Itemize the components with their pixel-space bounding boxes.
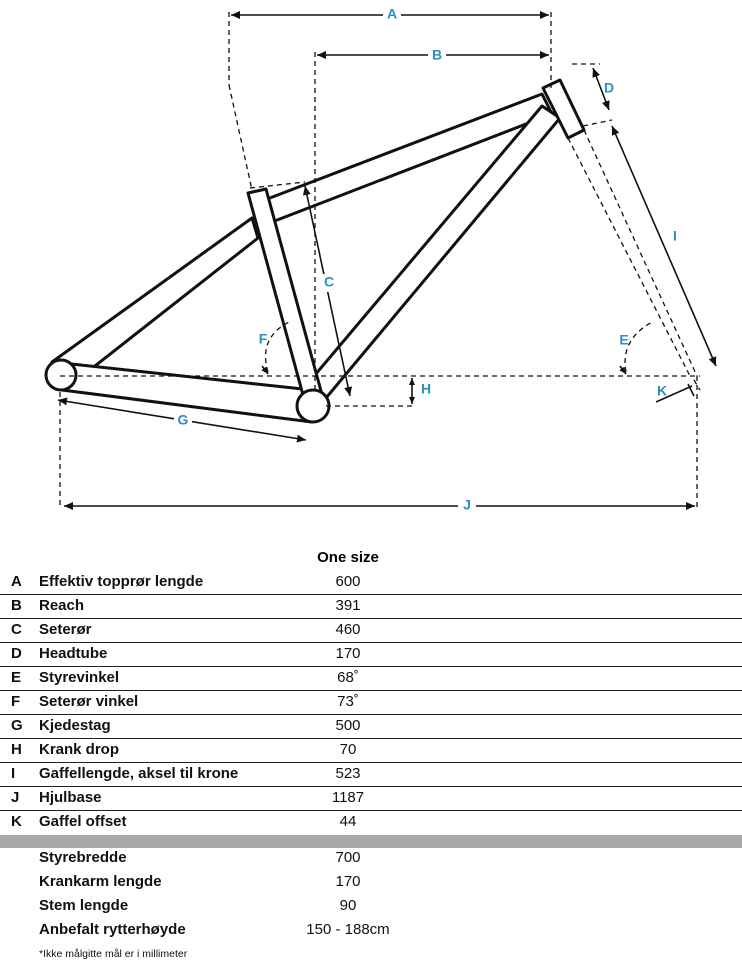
row-value: 1187: [331, 789, 365, 806]
row-value: 70: [339, 741, 357, 758]
label-c: C: [323, 273, 335, 290]
table-row: [0, 918, 742, 942]
row-value: 700: [335, 849, 361, 866]
label-a: A: [386, 5, 398, 22]
row-value: 600: [335, 573, 361, 590]
dim-i: [612, 126, 716, 366]
row-name: Styrebredde: [39, 849, 127, 866]
row-name: Kjedestag: [39, 717, 111, 734]
row-value: 523: [335, 765, 361, 782]
row-name: Hjulbase: [39, 789, 102, 806]
seat-stay: [52, 218, 258, 384]
row-value: 44: [339, 813, 357, 830]
label-k: K: [656, 382, 668, 399]
label-h: H: [420, 380, 432, 397]
label-g: G: [177, 411, 189, 428]
row-name: Effektiv topprør lengde: [39, 573, 204, 590]
column-header-one-size: One size: [317, 549, 379, 566]
table-row: [0, 618, 742, 642]
row-name: Gaffel offset: [39, 813, 127, 830]
footnote: *Ikke målgitte mål er i millimeter: [39, 948, 188, 960]
table-row: [0, 846, 742, 870]
table-row: [0, 738, 742, 762]
row-value: 170: [335, 645, 361, 662]
label-i: I: [673, 227, 677, 244]
table-row: [0, 714, 742, 738]
row-letter: A: [11, 573, 22, 590]
table-row: [0, 762, 742, 786]
table-row: [0, 894, 742, 918]
row-value: 170: [335, 873, 361, 890]
bottom-bracket: [297, 390, 329, 422]
dimension-arrows: [58, 15, 716, 506]
label-d: D: [603, 79, 615, 96]
row-name: Anbefalt rytterhøyde: [39, 921, 186, 938]
row-letter: H: [11, 741, 22, 758]
row-value: 73˚: [337, 693, 359, 710]
table-row: [0, 666, 742, 690]
row-value: 500: [335, 717, 361, 734]
row-name: Reach: [39, 597, 85, 614]
row-letter: E: [11, 669, 22, 686]
row-letter: B: [11, 597, 22, 614]
row-letter: F: [11, 693, 21, 710]
row-name: Styrevinkel: [39, 669, 120, 686]
row-value: 460: [335, 621, 361, 638]
row-name: Stem lengde: [39, 897, 129, 914]
row-letter: I: [11, 765, 16, 782]
row-value: 90: [339, 897, 357, 914]
row-value: 150 - 188cm: [306, 921, 390, 938]
label-b: B: [431, 46, 443, 63]
label-j: J: [463, 496, 471, 513]
row-name: Headtube: [39, 645, 108, 662]
row-value: 68˚: [337, 669, 359, 686]
label-f: F: [258, 330, 268, 347]
row-name: Seterør vinkel: [39, 693, 139, 710]
label-e: E: [619, 331, 629, 348]
row-letter: K: [11, 813, 22, 830]
row-name: Krank drop: [39, 741, 120, 758]
row-value: 391: [335, 597, 361, 614]
row-name: Seterør: [39, 621, 92, 638]
table-row: [0, 870, 742, 894]
table-row: [0, 786, 742, 810]
row-letter: D: [11, 645, 22, 662]
table-row: [0, 690, 742, 714]
row-letter: J: [11, 789, 20, 806]
row-name: Gaffellengde, aksel til krone: [39, 765, 239, 782]
table-row: [0, 570, 742, 594]
table-row: [0, 594, 742, 618]
table-row: [0, 810, 742, 834]
row-letter: C: [11, 621, 22, 638]
row-name: Krankarm lengde: [39, 873, 162, 890]
table-row: [0, 642, 742, 666]
row-letter: G: [11, 717, 23, 734]
rear-axle: [46, 360, 76, 390]
